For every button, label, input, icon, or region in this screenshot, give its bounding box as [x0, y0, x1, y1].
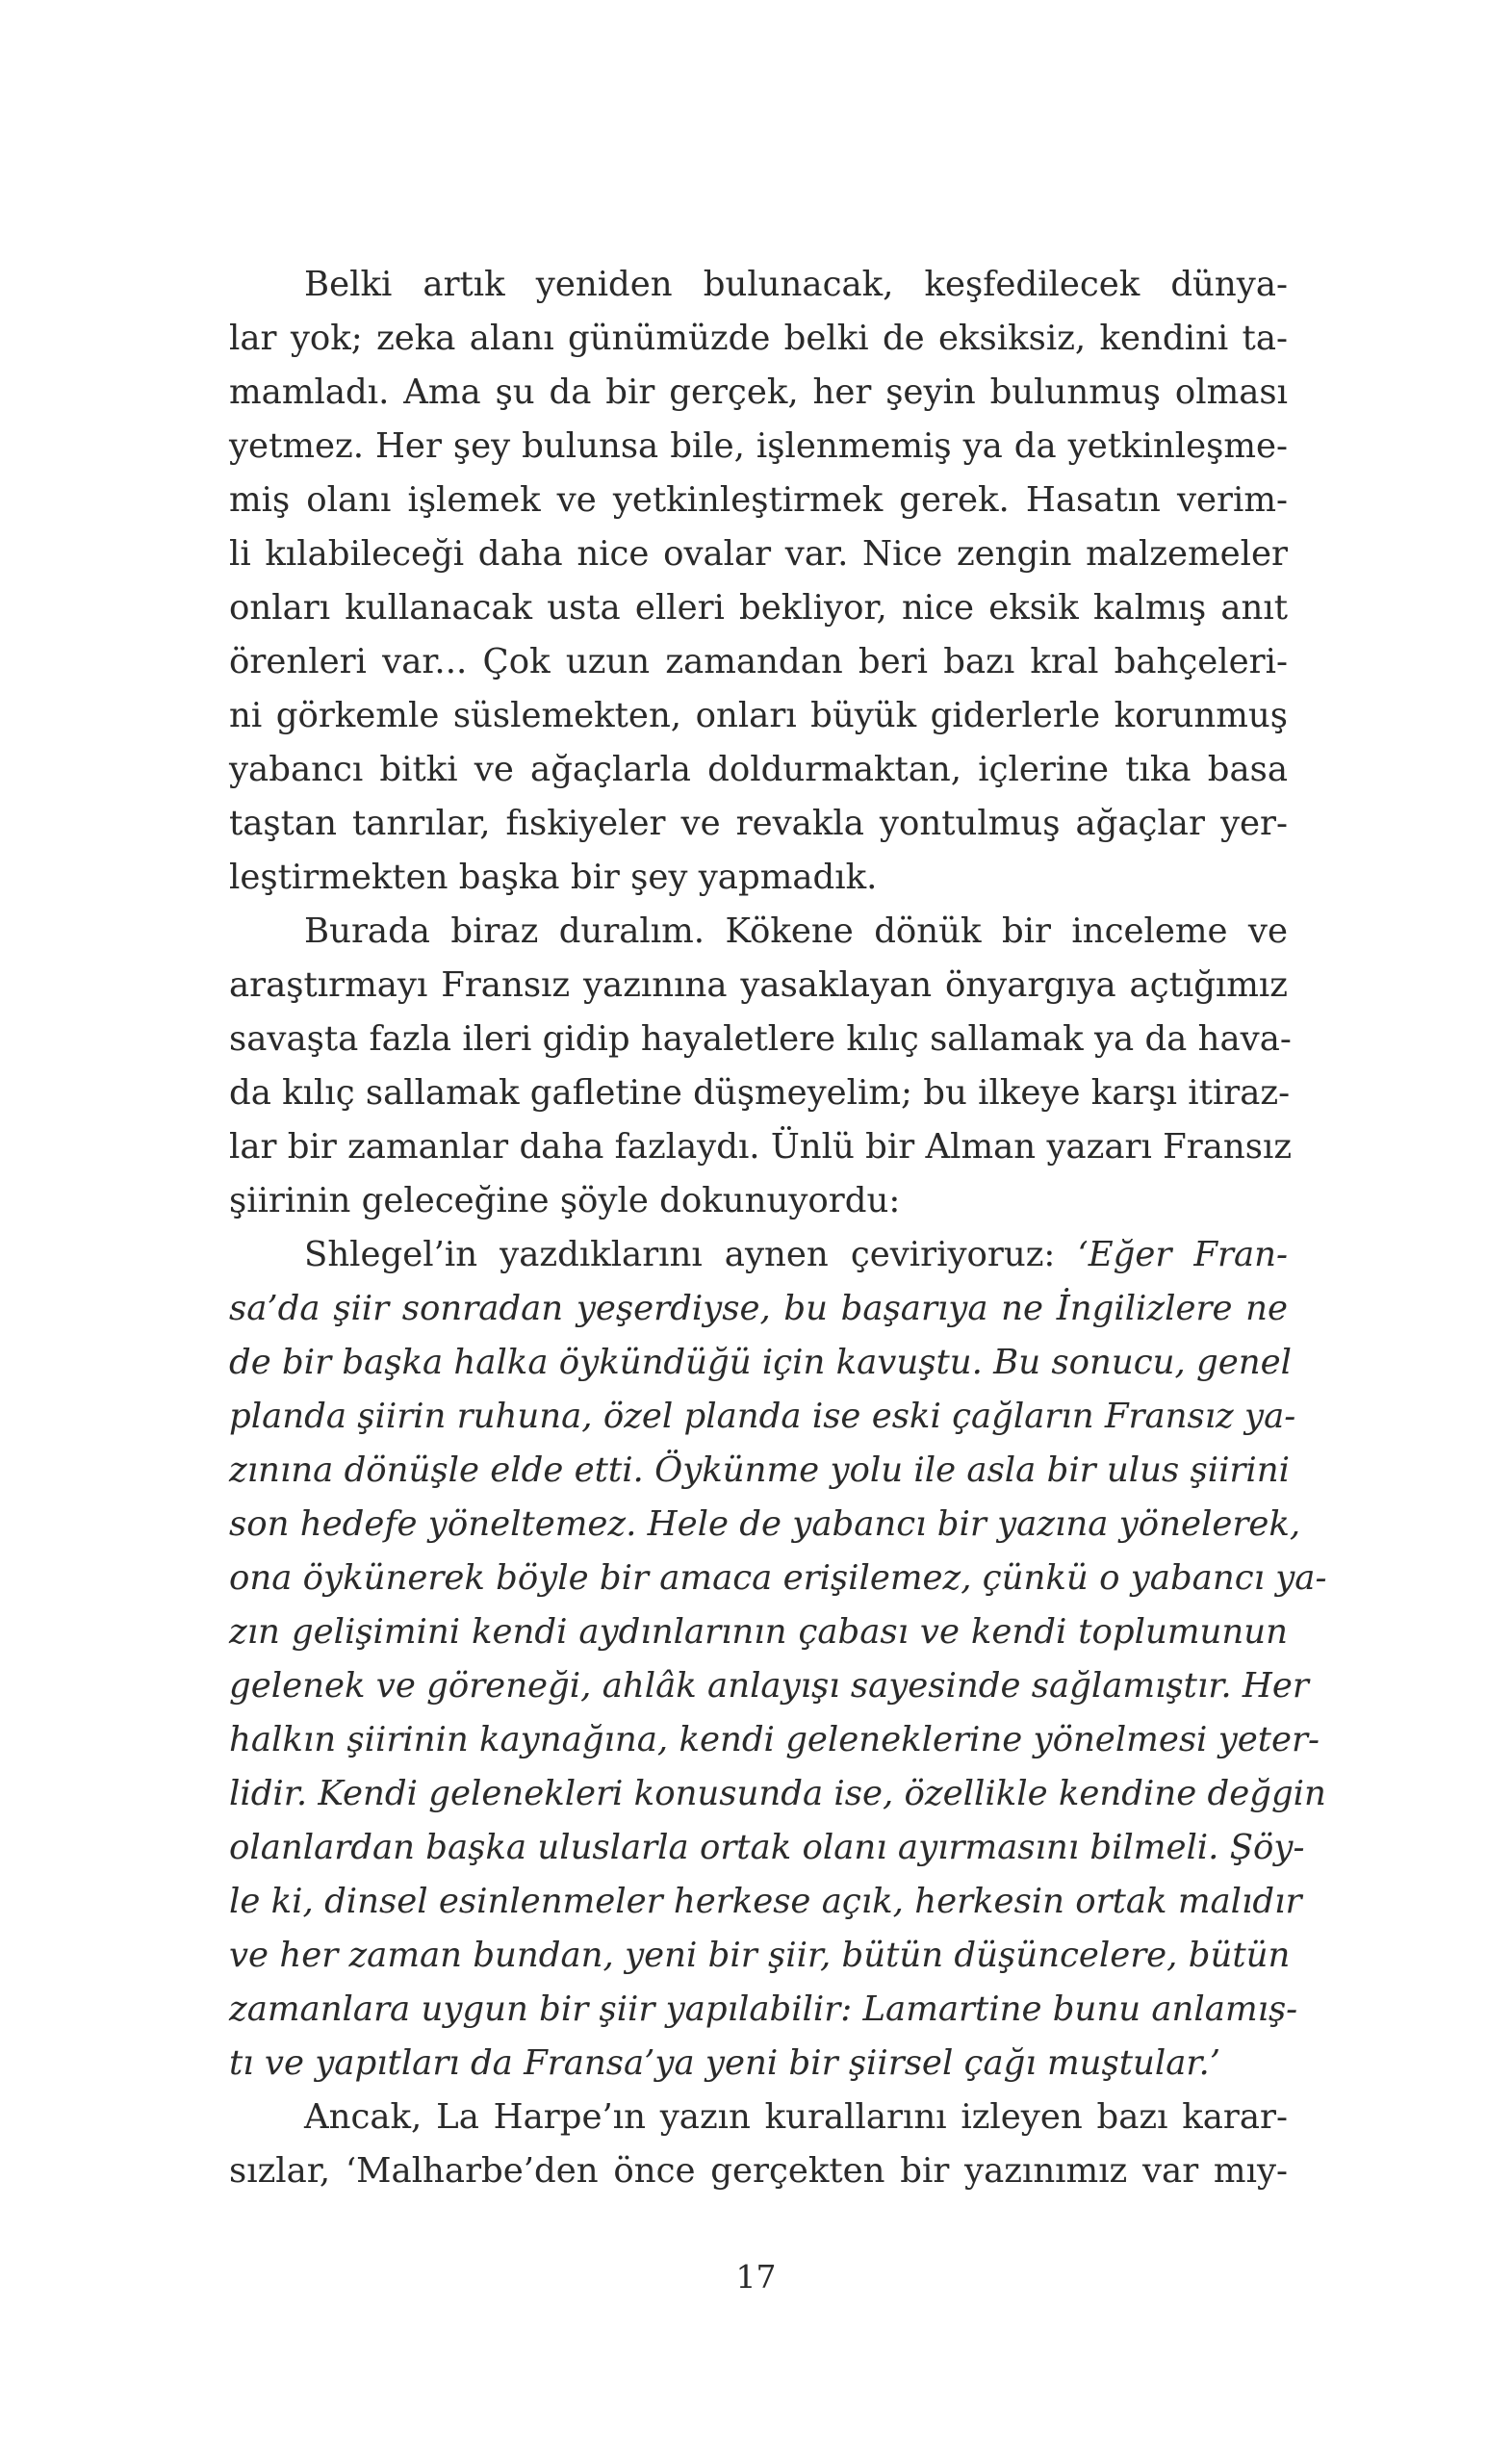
text-line: li kılabileceği daha nice ovalar var. Nice zengin malzemeler — [229, 534, 1288, 574]
text-line: araştırmayı Fransız yazınına yasaklayan önyargıya açtığımız — [229, 965, 1288, 1005]
page-number: 17 — [735, 2258, 777, 2296]
text-line — [229, 1228, 1288, 1282]
quote-line: lidir. Kendi gelenekleri konusunda ise, özellikle kendine değgin — [229, 1774, 1326, 1813]
quote-line: tı ve yapıtları da Fransa’ya yeni bir şiirsel çağı muştular.’ — [229, 2043, 1221, 2083]
quote-line: gelenek ve göreneği, ahlâk anlayışı sayesinde sağlamıştır. Her — [229, 1666, 1309, 1706]
text-line: mamladı. Ama şu da bir gerçek, her şeyin bulunmuş olması — [229, 372, 1288, 412]
quote-line: planda şiirin ruhuna, özel planda ise eski çağların Fransız ya- — [229, 1397, 1296, 1436]
quote-line: zınına dönüşle elde etti. Öykünme yolu ile asla bir ulus şiirini — [229, 1450, 1290, 1490]
quote-line: olanlardan başka uluslarla ortak olanı ayırmasını bilmeli. Şöy- — [229, 1828, 1305, 1867]
quote-line: le ki, dinsel esinlenmeler herkese açık, herkesin ortak malıdır — [229, 1882, 1302, 1921]
body-text — [229, 258, 1327, 2198]
text-line: ni görkemle süslemekten, onları büyük giderlerle korunmuş — [229, 696, 1288, 735]
quote-line: ve her zaman bundan, yeni bir şiir, bütün düşüncelere, bütün — [229, 1936, 1291, 1975]
quote-line: halkın şiirinin kaynağına, kendi geleneklerine yönelmesi yeter- — [229, 1720, 1320, 1759]
text-line: lar bir zamanlar daha fazlaydı. Ünlü bir Alman yazarı Fransız — [229, 1127, 1293, 1167]
quote-line: de bir başka halka öykündüğü için kavuştu. Bu sonucu, genel — [229, 1343, 1292, 1382]
text-line-roman: Shlegel’in yazdıklarını aynen çeviriyoruz: — [304, 1235, 1078, 1274]
text-line: şiirinin geleceğine şöyle dokunuyordu: — [229, 1181, 901, 1220]
text-line: leştirmekten başka bir şey yapmadık. — [229, 858, 878, 897]
text-line: sızlar, ‘Malharbe’den önce gerçekten bir yazınımız var mıy- — [229, 2151, 1288, 2191]
text-line: yabancı bitki ve ağaçlarla doldurmaktan, içlerine tıka basa — [229, 750, 1288, 789]
quote-line: ona öykünerek böyle bir amaca erişilemez, çünkü o yabancı ya- — [229, 1558, 1327, 1598]
text-line: lar yok; zeka alanı günümüzde belki de eksiksiz, kendini ta- — [229, 319, 1288, 358]
quote-line: sa’da şiir sonradan yeşerdiyse, bu başarıya ne İngilizlere ne — [229, 1289, 1288, 1328]
quote-start: ‘Eğer Fran- — [1077, 1235, 1288, 1274]
quote-line: son hedefe yöneltemez. Hele de yabancı bir yazına yönelerek, — [229, 1504, 1301, 1544]
text-line: onları kullanacak usta elleri bekliyor, nice eksik kalmış anıt — [229, 588, 1288, 628]
text-line: da kılıç sallamak gafletine düşmeyelim; bu ilkeye karşı itiraz- — [229, 1073, 1291, 1113]
quote-line: zın gelişimini kendi aydınlarının çabası ve kendi toplumunun — [229, 1612, 1288, 1652]
text-line: Belki artık yeniden bulunacak, keşfedilecek dünya- — [304, 265, 1288, 304]
quote-line: zamanlara uygun bir şiir yapılabilir: Lamartine bunu anlamış- — [229, 1989, 1298, 2029]
text-line: savaşta fazla ileri gidip hayaletlere kılıç sallamak ya da hava- — [229, 1019, 1292, 1059]
text-line: örenleri var... Çok uzun zamandan beri bazı kral bahçeleri- — [229, 642, 1288, 681]
text-line: miş olanı işlemek ve yetkinleştirmek gerek. Hasatın verim- — [229, 480, 1288, 520]
text-line: taştan tanrılar, fıskiyeler ve revakla yontulmuş ağaçlar yer- — [229, 804, 1288, 843]
text-line: Ancak, La Harpe’ın yazın kurallarını izleyen bazı karar- — [304, 2097, 1288, 2137]
text-line: Burada biraz duralım. Kökene dönük bir inceleme ve — [304, 911, 1288, 951]
text-line: yetmez. Her şey bulunsa bile, işlenmemiş ya da yetkinleşme- — [229, 426, 1288, 466]
